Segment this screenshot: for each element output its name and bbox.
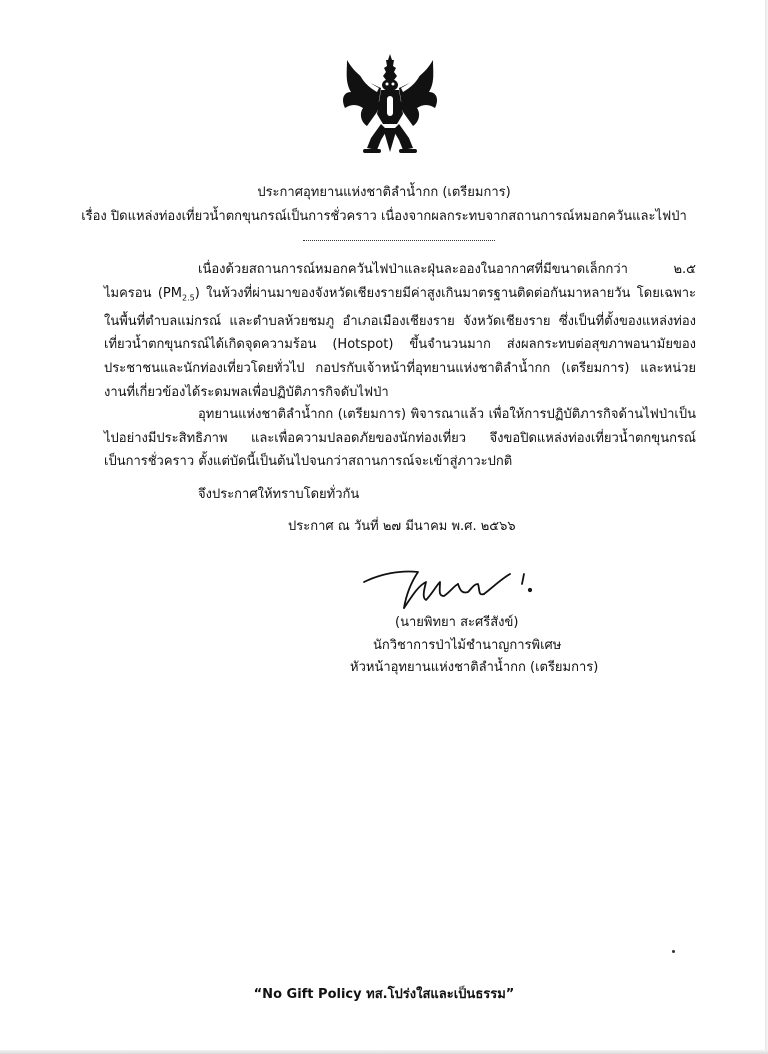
closing-line: จึงประกาศให้ทราบโดยทั่วกัน: [198, 487, 360, 502]
paragraph-2-text: อุทยานแห่งชาติลำน้ำกก (เตรียมการ) พิจารณาแล้ว เพื่อให้การปฏิบัติภารกิจด้านไฟป่าเป็นไปอย่างมีประสิทธิภาพ และเพื่อความปลอดภัยของนักท่องเที่ยว จึงขอปิดแหล่งท่องเที่ยวน้ำตกขุนกรณ์เป็นการชั่วคราว ตั้งแต่บัดนี้เป็นต้นไปจนกว่าสถานการณ์จะเข้าสู่ภาวะปกติ: [104, 407, 696, 470]
signatory-position-2: หัวหน้าอุทยานแห่งชาติลำน้ำกก (เตรียมการ): [350, 660, 599, 675]
paragraph-1-text-b: ) ในห้วงที่ผ่านมาของจังหวัดเชียงรายมีค่าสูงเกินมาตรฐานติดต่อกันมาหลายวัน โดยเฉพาะในพื้นที่ตำบลแม่กรณ์ และตำบลห้วยชมภู อำเภอเมืองเชียงราย จังหวัดเชียงราย ซึ่งเป็นที่ตั้งของแหล่งท่องเที่ยวน้ำตกขุนกรณ์ได้เกิดจุดความร้อน (Hotspot) ขึ้นจำนวนมาก ส่งผลกระทบต่อสุขภาพอนามัยของประชาชนและนักท่องเที่ยวโดยทั่วไป กอปรกับเจ้าหน้าที่อุทยานแห่งชาติลำน้ำกก (เตรียมการ) และหน่วยงานที่เกี่ยวข้องได้ระดมพลเพื่อปฏิบัติภารกิจดับไฟป่า: [104, 285, 696, 400]
handwritten-signature: [360, 560, 550, 616]
garuda-emblem-icon: [337, 52, 443, 156]
no-gift-policy-footer: “No Gift Policy ทส.โปร่งใสและเป็นธรรม”: [253, 987, 515, 1002]
stray-dot: [672, 950, 675, 953]
paragraph-1-text-a: เนื่องด้วยสถานการณ์หมอกควันไฟป่าและฝุ่นละอองในอากาศที่มีขนาดเล็กกว่า ๒.๕ ไมครอน (PM: [104, 262, 696, 301]
page-edge-bottom: [0, 1050, 768, 1054]
paragraph-1: [104, 258, 696, 404]
signatory-position-1: นักวิชาการป่าไม้ชำนาญการพิเศษ: [373, 638, 562, 653]
signatory-name: (นายพิทยา สะศรีสังข์): [395, 615, 519, 630]
announcement-date: ประกาศ ณ วันที่ ๒๗ มีนาคม พ.ศ. ๒๕๖๖: [288, 519, 516, 534]
announcement-title: ประกาศอุทยานแห่งชาติลำน้ำกก (เตรียมการ): [257, 185, 511, 200]
announcement-subject: เรื่อง ปิดแหล่งท่องเที่ยวน้ำตกขุนกรณ์เป็นการชั่วคราว เนื่องจากผลกระทบจากสถานการณ์หมอกควันและไฟป่า: [81, 209, 687, 224]
dotted-separator: [303, 240, 495, 241]
pm-subscript: 2.5: [182, 293, 195, 303]
paragraph-2: [104, 403, 696, 474]
